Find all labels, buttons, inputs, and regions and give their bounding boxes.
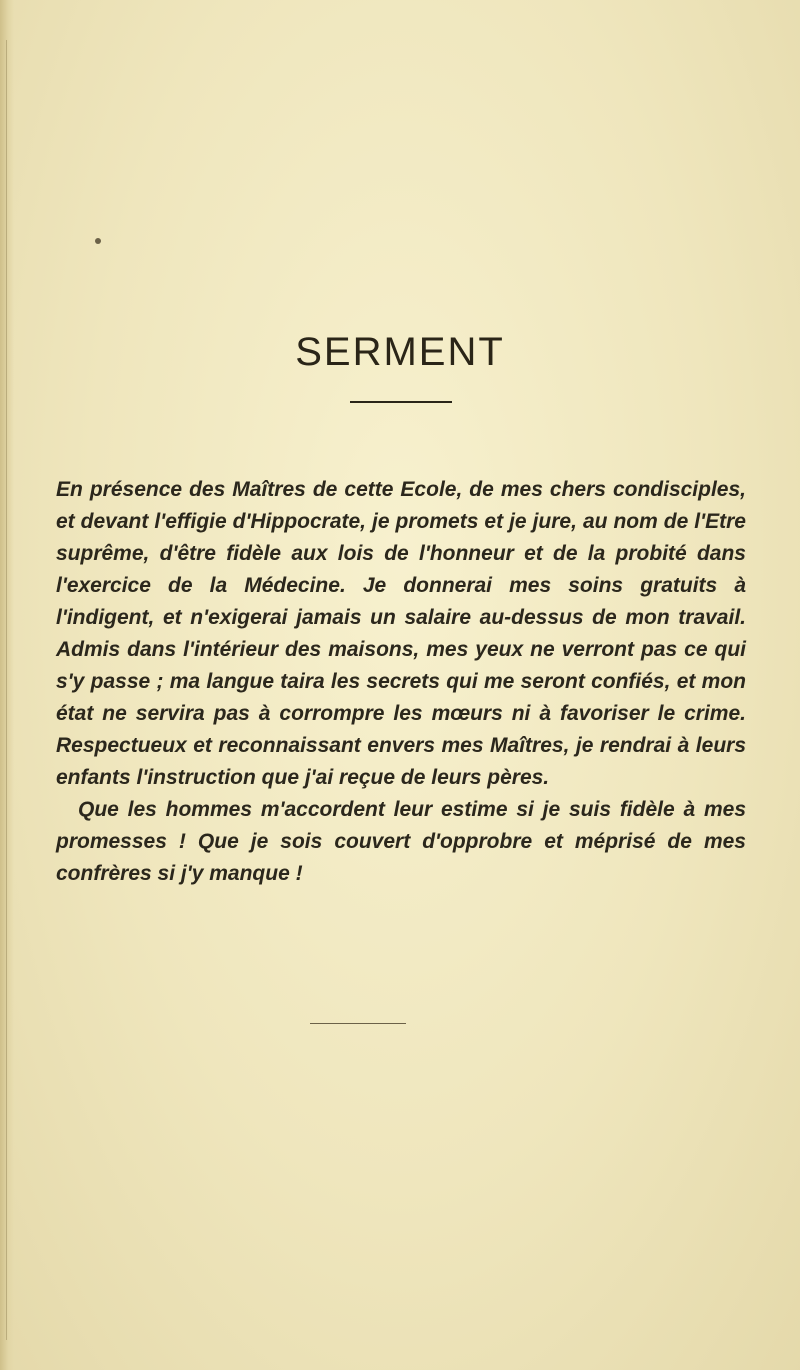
closing-rule xyxy=(310,1023,406,1024)
title-underline xyxy=(350,401,452,403)
margin-line xyxy=(6,40,7,1340)
page-title: SERMENT xyxy=(295,330,505,374)
oath-paragraph-1: En présence des Maîtres de cette Ecole, de mes chers condisciples, et devant l'effigie d'Hippocrate, je promets et je jure, au nom de l'Etre suprême, d'être fidèle aux lois de l'honneur et de la probité dans l'exercice de la Médecine. Je donnerai mes soins gratuits à l'indigent, et n'exigerai jamais un salaire au-dessus de mon travail. Admis dans l'intérieur des maisons, mes yeux ne verront pas ce qui s'y passe ; ma langue taira les secrets qui me seront confiés, et mon état ne servira pas à corrompre les mœurs ni à favoriser le crime. Respectueux et reconnaissant envers mes Maîtres, je rendrai à leurs enfants l'instruction que j'ai reçue de leurs pères. xyxy=(56,478,746,789)
oath-paragraph-2: Que les hommes m'accordent leur estime si je suis fidèle à mes promesses ! Que je sois couvert d'opprobre et méprisé de mes confrères si j'y manque ! xyxy=(56,798,746,885)
ink-dot xyxy=(95,238,101,244)
oath-text xyxy=(56,474,746,890)
page-edge-shadow xyxy=(0,0,14,1370)
